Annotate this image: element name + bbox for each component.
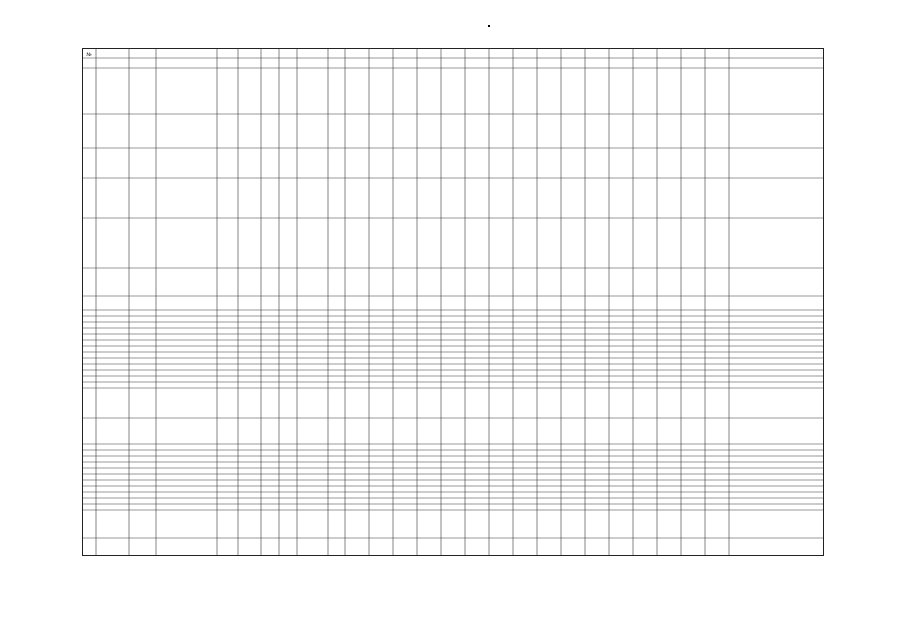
page-speck bbox=[488, 25, 490, 27]
number-column-header: № bbox=[86, 52, 92, 58]
table-outline bbox=[83, 49, 824, 556]
table-grid bbox=[82, 48, 824, 556]
document-sheet bbox=[82, 48, 824, 556]
